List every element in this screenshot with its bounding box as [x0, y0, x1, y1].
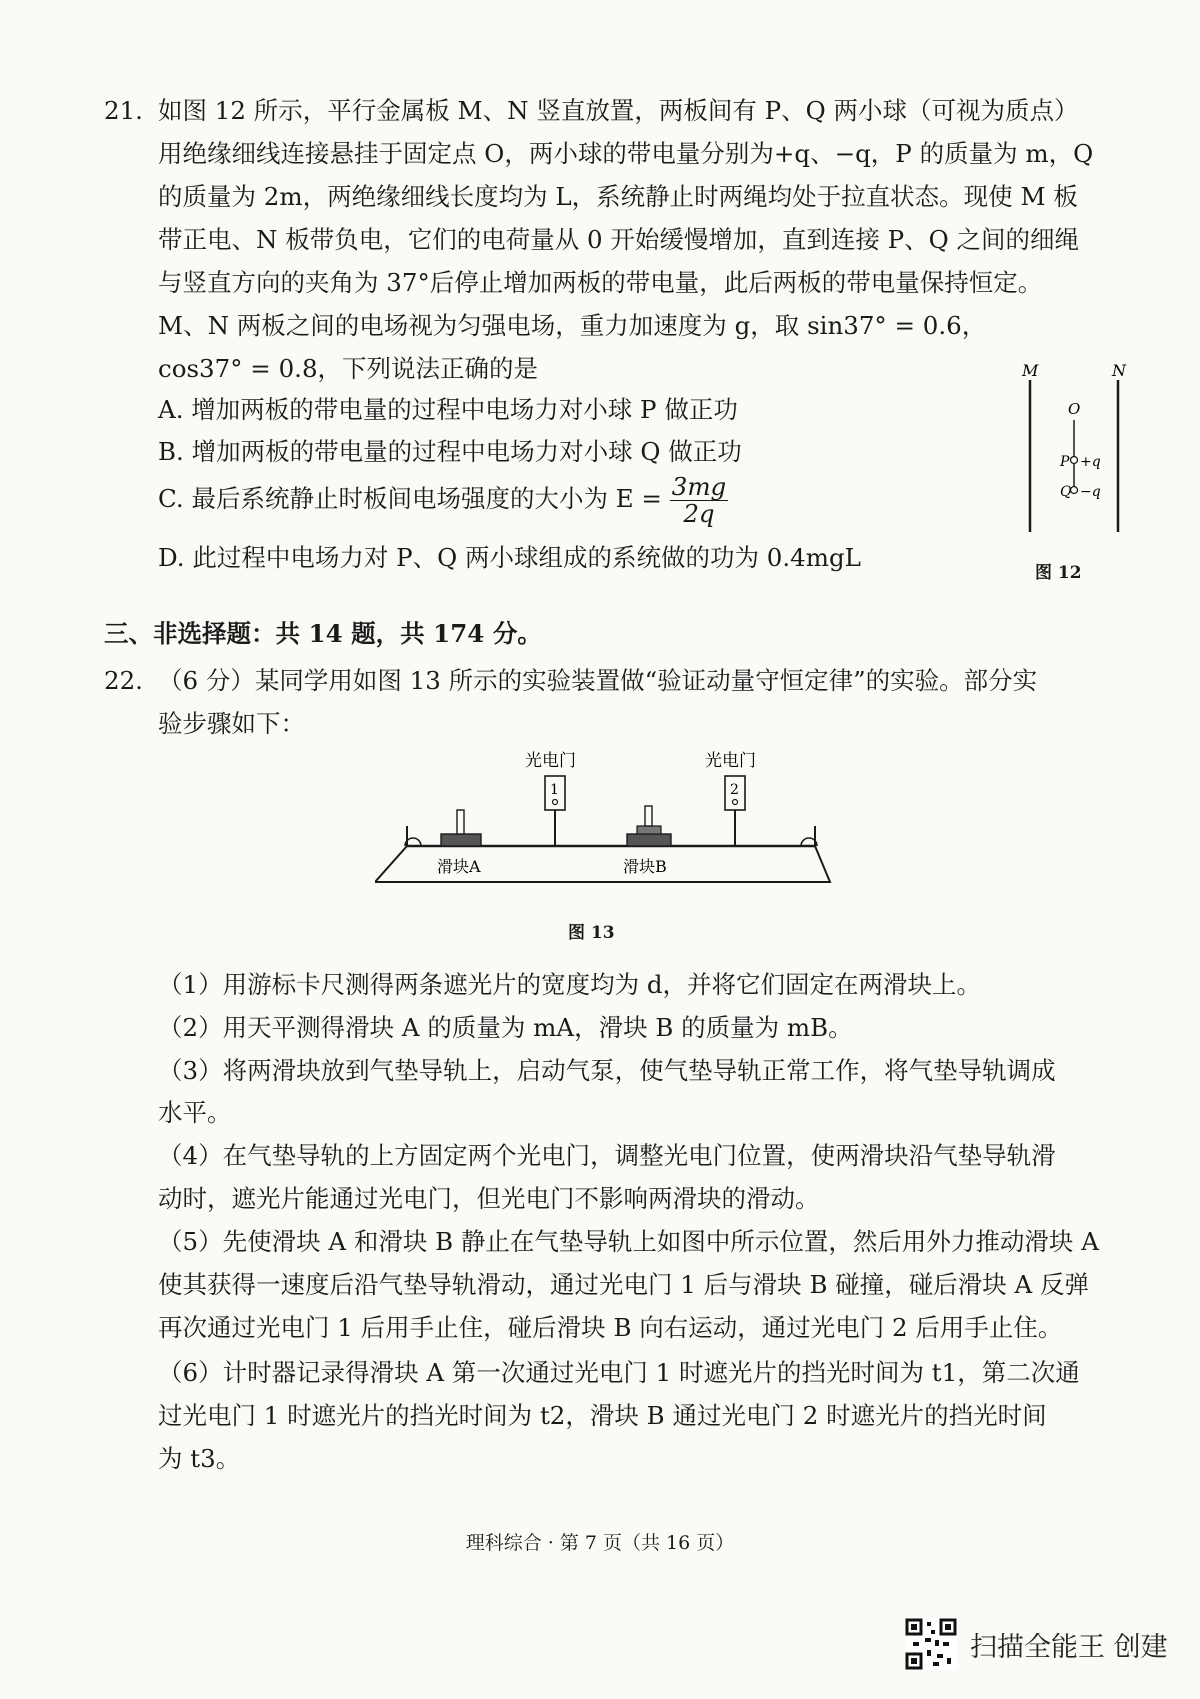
step-1: （1）用游标卡尺测得两条遮光片的宽度均为 d，并将它们固定在两滑块上。	[158, 970, 982, 999]
gate-number-1: 1	[550, 782, 559, 798]
step-3-cont: 水平。	[158, 1098, 232, 1127]
plate-label-n: N	[1112, 362, 1126, 380]
step-3: （3）将两滑块放到气垫导轨上，启动气泵，使气垫导轨正常工作，将气垫导轨调成	[158, 1056, 1056, 1085]
option-b: B. 增加两板的带电量的过程中电场力对小球 Q 做正功	[158, 437, 742, 466]
step-6-cont-1: 过光电门 1 时遮光片的挡光时间为 t2，滑块 B 通过光电门 2 时遮光片的挡光时间	[158, 1401, 1047, 1430]
point-label-o: O	[1068, 400, 1081, 418]
q21-line-2: 用绝缘细线连接悬挂于固定点 O，两小球的带电量分别为+q、−q，P 的质量为 m，Q	[158, 139, 1094, 168]
question-number: 22.	[104, 666, 143, 695]
ball-label-q: Q	[1060, 484, 1072, 500]
shutter-b	[645, 806, 652, 826]
plate-label-m: M	[1022, 362, 1039, 380]
q21-line-1: 如图 12 所示，平行金属板 M、N 竖直放置，两板间有 P、Q 两小球（可视为质点）	[158, 96, 1079, 125]
option-c-text: C. 最后系统静止时板间电场强度的大小为 E =	[158, 484, 662, 513]
q21-line-6: M、N 两板之间的电场视为匀强电场，重力加速度为 g，取 sin37° = 0.6，	[158, 311, 987, 340]
page-footer: 理科综合 · 第 7 页（共 16 页）	[465, 1532, 735, 1554]
slider-b-label: 滑块B	[623, 857, 667, 876]
ball-p	[1071, 457, 1078, 464]
option-a: A. 增加两板的带电量的过程中电场力对小球 P 做正功	[158, 395, 738, 424]
option-c	[158, 474, 728, 527]
gate-label-2: 光电门	[705, 751, 756, 771]
q21-line-5: 与竖直方向的夹角为 37°后停止增加两板的带电量，此后两板的带电量保持恒定。	[158, 268, 1043, 297]
q22-line-2: 验步骤如下：	[158, 709, 305, 738]
step-5: （5）先使滑块 A 和滑块 B 静止在气垫导轨上如图中所示位置，然后用外力推动滑块 A	[158, 1227, 1099, 1256]
figure-12-caption: 图 12	[1035, 563, 1082, 583]
step-5-cont-2: 再次通过光电门 1 后用手止住，碰后滑块 B 向右运动，通过光电门 2 后用手止住。	[158, 1313, 1063, 1342]
gate-number-2: 2	[730, 782, 739, 798]
slider-b	[627, 834, 671, 846]
step-6: （6）计时器记录得滑块 A 第一次通过光电门 1 时遮光片的挡光时间为 t1，第二次通	[158, 1358, 1080, 1387]
figure-13-caption: 图 13	[568, 923, 615, 943]
step-2: （2）用天平测得滑块 A 的质量为 mA，滑块 B 的质量为 mB。	[158, 1013, 853, 1042]
q21-line-4: 带正电、N 板带负电，它们的电荷量从 0 开始缓慢增加，直到连接 P、Q 之间的细绳	[158, 225, 1080, 254]
step-4-cont: 动时，遮光片能通过光电门，但光电门不影响两滑块的滑动。	[158, 1184, 820, 1213]
charge-label-p: +q	[1080, 454, 1101, 470]
figure-12	[1010, 362, 1130, 542]
field-strength-fraction	[670, 474, 729, 527]
charge-label-q: −q	[1080, 484, 1101, 500]
section-heading: 三、非选择题：共 14 题，共 174 分。	[104, 619, 542, 648]
gate-label-1: 光电门	[525, 751, 576, 771]
q21-line-7: cos37° = 0.8，下列说法正确的是	[158, 354, 539, 383]
shutter-a	[457, 810, 464, 834]
step-6-cont-2: 为 t3。	[158, 1444, 241, 1473]
q21-line-3: 的质量为 2m，两绝缘细线长度均为 L，系统静止时两绳均处于拉直状态。现使 M 板	[158, 182, 1078, 211]
ball-label-p: P	[1060, 454, 1070, 470]
question-number: 21.	[104, 96, 143, 125]
q22-line-1: （6 分）某同学用如图 13 所示的实验装置做“验证动量守恒定律”的实验。部分实	[158, 666, 1038, 695]
ball-q	[1071, 487, 1078, 494]
qr-code-icon	[905, 1618, 957, 1670]
fraction-numerator: 3mg	[671, 472, 727, 501]
step-5-cont-1: 使其获得一速度后沿气垫导轨滑动，通过光电门 1 后与滑块 B 碰撞，碰后滑块 A 反弹	[158, 1270, 1090, 1299]
fraction-denominator: 2q	[683, 499, 715, 528]
figure-13	[375, 748, 855, 898]
slider-a-label: 滑块A	[437, 857, 481, 876]
step-4: （4）在气垫导轨的上方固定两个光电门，调整光电门位置，使两滑块沿气垫导轨滑	[158, 1141, 1056, 1170]
slider-a	[441, 834, 481, 846]
option-d: D. 此过程中电场力对 P、Q 两小球组成的系统做的功为 0.4mgL	[158, 543, 861, 572]
scanner-watermark: 扫描全能王 创建	[970, 1632, 1168, 1663]
